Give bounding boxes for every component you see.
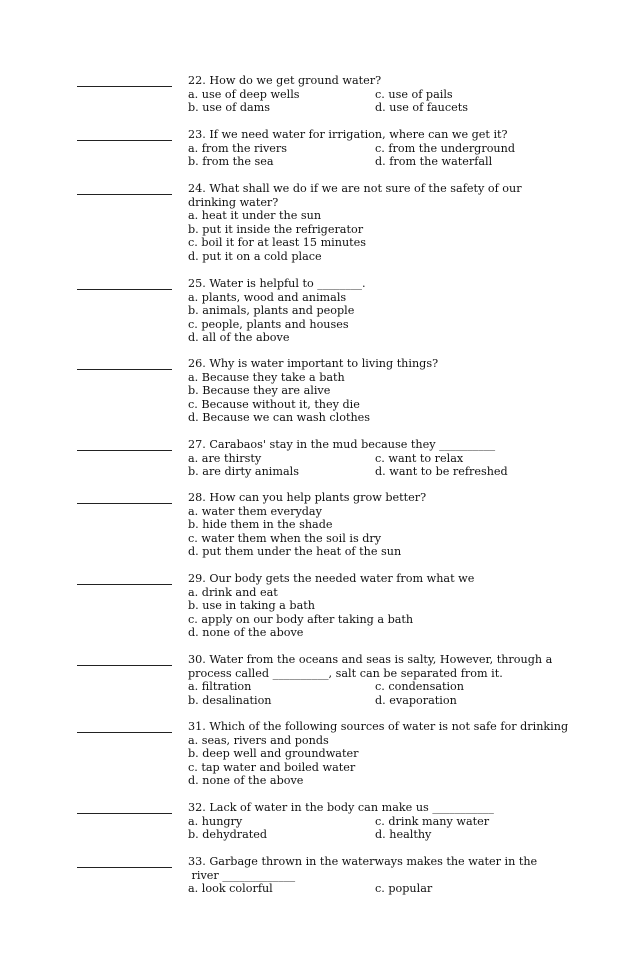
choice-right: c. want to relax xyxy=(375,451,464,465)
choice-row xyxy=(188,452,628,466)
answer-blank[interactable] xyxy=(77,194,172,195)
question-text: 29. Our body gets the needed water from what we xyxy=(188,572,475,585)
choice-b: b. animals, plants and people xyxy=(188,304,355,317)
answer-blank[interactable] xyxy=(77,369,172,370)
choice-c: c. water them when the soil is dry xyxy=(188,531,382,545)
choice-left: b. use of dams xyxy=(188,101,271,114)
answer-blank[interactable] xyxy=(77,867,172,868)
choice-left: a. are thirsty xyxy=(188,451,262,465)
choice-a: a. plants, wood and animals xyxy=(188,290,347,304)
answer-blank[interactable] xyxy=(77,86,172,87)
choice-d: d. none of the above xyxy=(188,626,304,639)
choice-right: c. condensation xyxy=(375,680,464,693)
question-text: 28. How can you help plants grow better? xyxy=(188,491,427,504)
answer-blank[interactable] xyxy=(77,584,172,585)
choice-row xyxy=(188,142,628,156)
choice-left: b. dehydrated xyxy=(188,828,268,841)
choice-d: d. Because we can wash clothes xyxy=(188,411,371,424)
choice-b: b. hide them in the shade xyxy=(188,518,333,531)
question-text: 25. Water is helpful to ________. xyxy=(188,277,366,290)
question-text: 33. Garbage thrown in the waterways makes the water in the xyxy=(188,855,538,868)
answer-blank[interactable] xyxy=(77,503,172,504)
choice-c: c. tap water and boiled water xyxy=(188,760,356,774)
choice-row xyxy=(188,828,628,842)
choice-left: a. use of deep wells xyxy=(188,87,300,101)
choice-c: c. people, plants and houses xyxy=(188,317,349,331)
choice-a: a. heat it under the sun xyxy=(188,209,322,222)
choice-d: d. none of the above xyxy=(188,774,304,787)
choice-right: d. healthy xyxy=(375,828,432,841)
choice-left: a. hungry xyxy=(188,814,243,828)
choice-row xyxy=(188,155,628,169)
choice-a: a. Because they take a bath xyxy=(188,370,345,384)
question-text: 24. What shall we do if we are not sure of the safety of our xyxy=(188,182,522,195)
choice-c: c. Because without it, they die xyxy=(188,397,360,411)
choice-left: b. are dirty animals xyxy=(188,465,299,478)
answer-blank[interactable] xyxy=(77,140,172,141)
choice-row xyxy=(188,882,628,896)
choice-right: c. use of pails xyxy=(375,87,453,101)
choice-right: d. from the waterfall xyxy=(375,155,493,168)
question-text: river _____________ xyxy=(188,868,296,882)
choice-left: a. from the rivers xyxy=(188,141,288,155)
choice-row xyxy=(188,101,628,115)
choice-a: a. drink and eat xyxy=(188,585,278,599)
choice-c: c. apply on our body after taking a bath xyxy=(188,612,414,626)
choice-left: a. look colorful xyxy=(188,882,273,895)
answer-blank[interactable] xyxy=(77,732,172,733)
choice-right: d. want to be refreshed xyxy=(375,465,508,478)
choice-b: b. use in taking a bath xyxy=(188,599,315,612)
question-text: 30. Water from the oceans and seas is salty, However, through a xyxy=(188,653,553,666)
answer-blank[interactable] xyxy=(77,450,172,451)
choice-b: b. Because they are alive xyxy=(188,384,331,397)
choice-d: d. put them under the heat of the sun xyxy=(188,545,402,558)
question-text: drinking water? xyxy=(188,195,279,209)
choice-left: b. from the sea xyxy=(188,155,274,168)
choice-right: c. from the underground xyxy=(375,141,516,155)
choice-right: c. drink many water xyxy=(375,814,490,828)
question-text: 31. Which of the following sources of water is not safe for drinking xyxy=(188,720,569,733)
answer-blank[interactable] xyxy=(77,289,172,290)
answer-blank[interactable] xyxy=(77,665,172,666)
question-text: 23. If we need water for irrigation, where can we get it? xyxy=(188,128,508,141)
choice-row xyxy=(188,680,628,694)
choice-c: c. boil it for at least 15 minutes xyxy=(188,236,367,249)
question-text: 32. Lack of water in the body can make us ___________ xyxy=(188,801,494,814)
choice-a: a. water them everyday xyxy=(188,504,322,518)
choice-row xyxy=(188,815,628,829)
choice-a: a. seas, rivers and ponds xyxy=(188,733,329,747)
answer-blank[interactable] xyxy=(77,813,172,814)
choice-right: d. use of faucets xyxy=(375,101,468,114)
question-text: 22. How do we get ground water? xyxy=(188,74,382,87)
choice-b: b. deep well and groundwater xyxy=(188,747,359,760)
choice-row xyxy=(188,88,628,102)
choice-d: d. all of the above xyxy=(188,331,290,344)
choice-row xyxy=(188,465,628,479)
choice-left: b. desalination xyxy=(188,693,272,707)
choice-right: d. evaporation xyxy=(375,693,457,707)
choice-b: b. put it inside the refrigerator xyxy=(188,222,364,236)
choice-right: c. popular xyxy=(375,882,433,895)
question-text: 26. Why is water important to living things? xyxy=(188,357,439,370)
choice-left: a. filtration xyxy=(188,680,252,693)
choice-row xyxy=(188,694,628,708)
choice-d: d. put it on a cold place xyxy=(188,249,322,263)
question-text: 27. Carabaos' stay in the mud because they __________ xyxy=(188,438,496,451)
question-text: process called __________, salt can be separated from it. xyxy=(188,666,503,680)
